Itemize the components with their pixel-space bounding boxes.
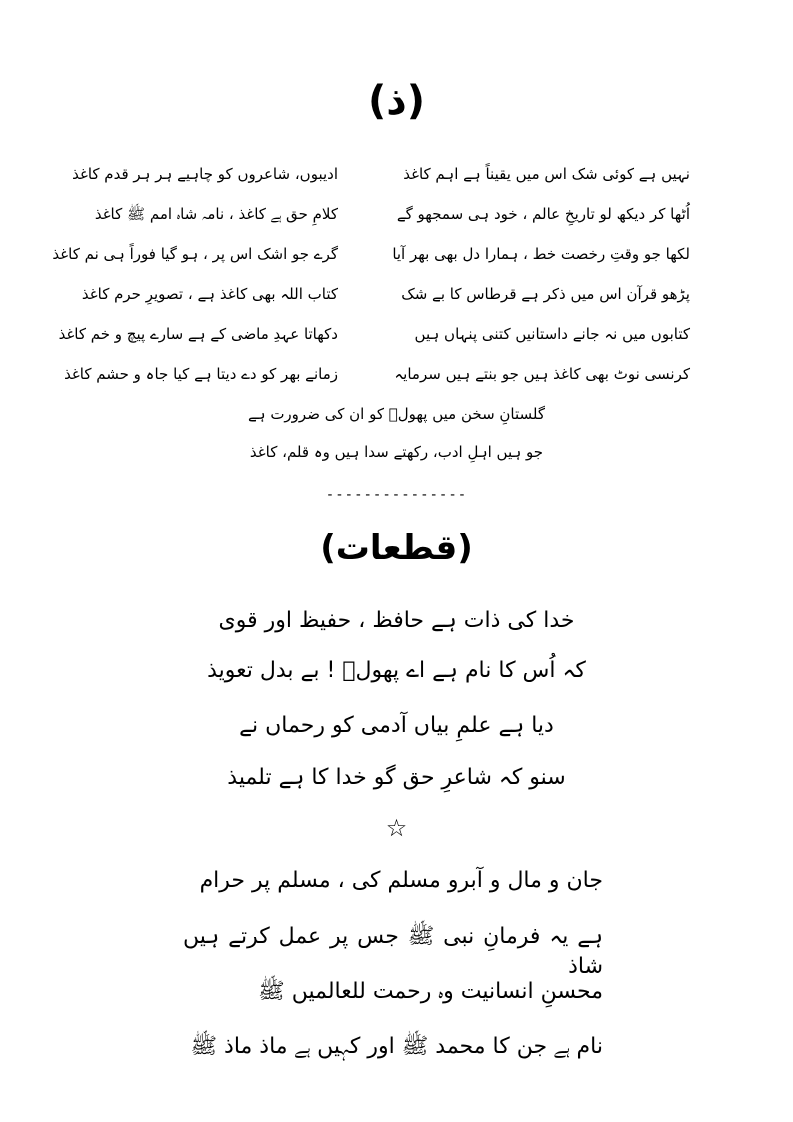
couplet-row (0, 245, 793, 275)
couplet-first-line: نہیں ہے کوئی شک اس میں یقیناً ہے اہم کاغذ (403, 165, 690, 183)
section-divider: --------------- (325, 487, 468, 503)
couplet-first-line: کرنسی نوٹ بھی کاغذ ہیں جو بنتے ہیں سرمایہ (394, 365, 690, 383)
couplet-second-line: ادیبوں، شاعروں کو چاہیے ہر ہر قدم کاغذ (72, 165, 338, 183)
couplet-row (0, 285, 793, 315)
couplet-first-line: لکھا جو وقتِ رخصت خط ، ہمارا دل بھی بھر آیا (392, 245, 690, 263)
couplet-second-line: کلامِ حق ہے کاغذ ، نامہ شاہ امم ﷺ کاغذ (94, 205, 338, 223)
couplet-second-line: گرے جو اشک اس پر ، ہو گیا فوراً ہی نم کاغذ (52, 245, 338, 263)
qita-line: ہے یہ فرمانِ نبی ﷺ جس پر عمل کرتے ہیں شاذ (183, 924, 603, 979)
couplet-first-line: پڑھو قرآن اس میں ذکر ہے قرطاس کا بے شک (401, 285, 690, 303)
couplet-second-line: زمانے بھر کو دے دیتا ہے کیا جاہ و حشم کاغذ (64, 365, 338, 383)
qita-line: دیا ہے علمِ بیاں آدمی کو رحماں نے (239, 713, 554, 738)
closing-line: گلستانِ سخن میں پھولؔ کو ان کی ضرورت ہے (247, 405, 546, 423)
qita-line: کہ اُس کا نام ہے اے پھولؔ ! بے بدل تعویذ (207, 658, 586, 683)
poem-heading: (ذ) (367, 78, 426, 124)
section-title: (قطعات) (320, 528, 473, 568)
couplet-first-line: کتابوں میں نہ جانے داستانیں کتنی پنہاں ہیں (414, 325, 690, 343)
couplet-second-line: دکھاتا عہدِ ماضی کے ہے سارے پیچ و خم کاغذ (58, 325, 338, 343)
couplet-second-line: کتاب اللہ بھی کاغذ ہے ، تصویرِ حرم کاغذ (81, 285, 338, 303)
qita-line: سنو کہ شاعرِ حق گو خدا کا ہے تلمیذ (227, 765, 566, 790)
couplet-first-line: اُٹھا کر دیکھ لو تاریخِ عالم ، خود ہی سمجھو گے (396, 205, 690, 223)
qita-line: جان و مال و آبرو مسلم کی ، مسلم پر حرام (199, 868, 603, 893)
qita-line: خدا کی ذات ہے حافظ ، حفیظ اور قوی (218, 608, 575, 633)
couplet-row (0, 205, 793, 235)
couplet-row (0, 365, 793, 395)
qita-line: نام ہے جن کا محمد ﷺ اور کہیں ہے ماذ ماذ ﷺ (190, 1034, 603, 1059)
couplet-row (0, 165, 793, 195)
star-separator-icon: ☆ (385, 814, 408, 842)
qita-line: محسنِ انسانیت وہ رحمت للعالمیں ﷺ (258, 979, 603, 1004)
couplet-row (0, 325, 793, 355)
closing-line: جو ہیں اہلِ ادب، رکھتے سدا ہیں وہ قلم، کاغذ (249, 443, 544, 461)
